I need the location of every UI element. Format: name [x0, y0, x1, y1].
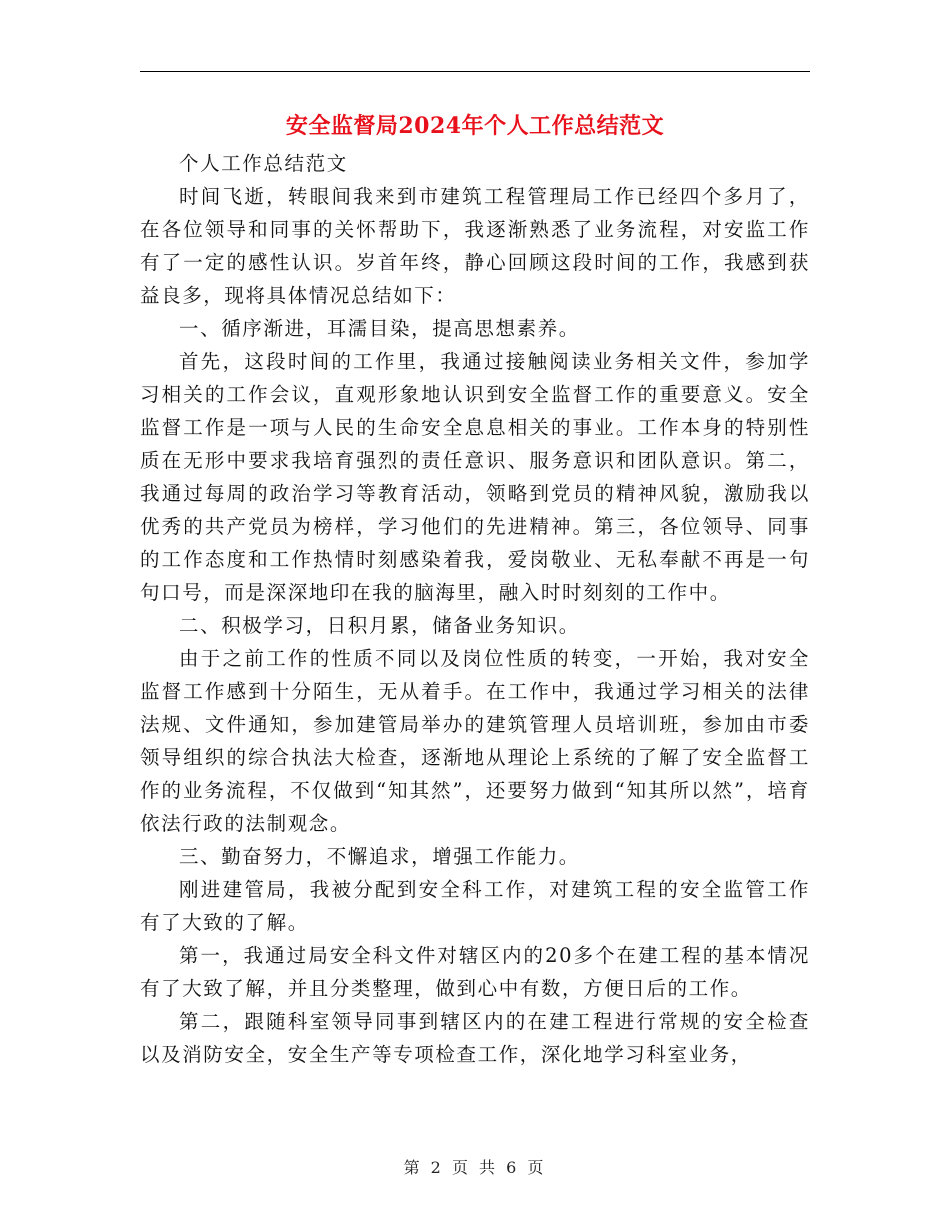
- paragraph-first-point: 第一，我通过局安全科文件对辖区内的20多个在建工程的基本情况有了大致了解，并且分类整理，做到心中有数，方便日后的工作。: [140, 944, 810, 1000]
- page-number-footer: 第 2 页 共 6 页: [403, 1158, 547, 1177]
- section-heading-2: 二、积极学习，日积月累，储备业务知识。: [179, 614, 580, 637]
- section-heading-1: 一、循序渐进，耳濡目染，提高思想素养。: [179, 317, 580, 340]
- section-heading-3: 三、勤奋努力，不懈追求，增强工作能力。: [179, 845, 580, 868]
- header-rule: [140, 71, 810, 72]
- paragraph-section-3: 刚进建管局，我被分配到安全科工作，对建筑工程的安全监管工作有了大致的了解。: [140, 878, 810, 934]
- document-body: [140, 147, 810, 1071]
- paragraph-intro: 时间飞逝，转眼间我来到市建筑工程管理局工作已经四个多月了，在各位领导和同事的关怀帮助下，我逐渐熟悉了业务流程，对安监工作有了一定的感性认识。岁首年终，静心回顾这段时间的工作，我感到获益良多，现将具体情况总结如下：: [140, 185, 810, 307]
- paragraph-subtitle: 个人工作总结范文: [179, 152, 348, 175]
- document-title: 安全监督局2024年个人工作总结范文: [285, 113, 665, 139]
- paragraph-section-2: 由于之前工作的性质不同以及岗位性质的转变，一开始，我对安全监督工作感到十分陌生，无从着手。在工作中，我通过学习相关的法律法规、文件通知，参加建管局举办的建筑管理人员培训班，参加由市委领导组织的综合执法大检查，逐渐地从理论上系统的了解了安全监督工作的业务流程，不仅做到“知其然”，还要努力做到“知其所以然”，培育依法行政的法制观念。: [140, 647, 810, 835]
- paragraph-section-1: 首先，这段时间的工作里，我通过接触阅读业务相关文件，参加学习相关的工作会议，直观形象地认识到安全监督工作的重要意义。安全监督工作是一项与人民的生命安全息息相关的事业。工作本身的特别性质在无形中要求我培育强烈的责任意识、服务意识和团队意识。第二，我通过每周的政治学习等教育活动，领略到党员的精神风貌，激励我以优秀的共产党员为榜样，学习他们的先进精神。第三，各位领导、同事的工作态度和工作热情时刻感染着我，爱岗敬业、无私奉献不再是一句句口号，而是深深地印在我的脑海里，融入时时刻刻的工作中。: [140, 350, 810, 604]
- paragraph-second-point: 第二，跟随科室领导同事到辖区内的在建工程进行常规的安全检查以及消防安全，安全生产等专项检查工作，深化地学习科室业务，: [140, 1010, 810, 1066]
